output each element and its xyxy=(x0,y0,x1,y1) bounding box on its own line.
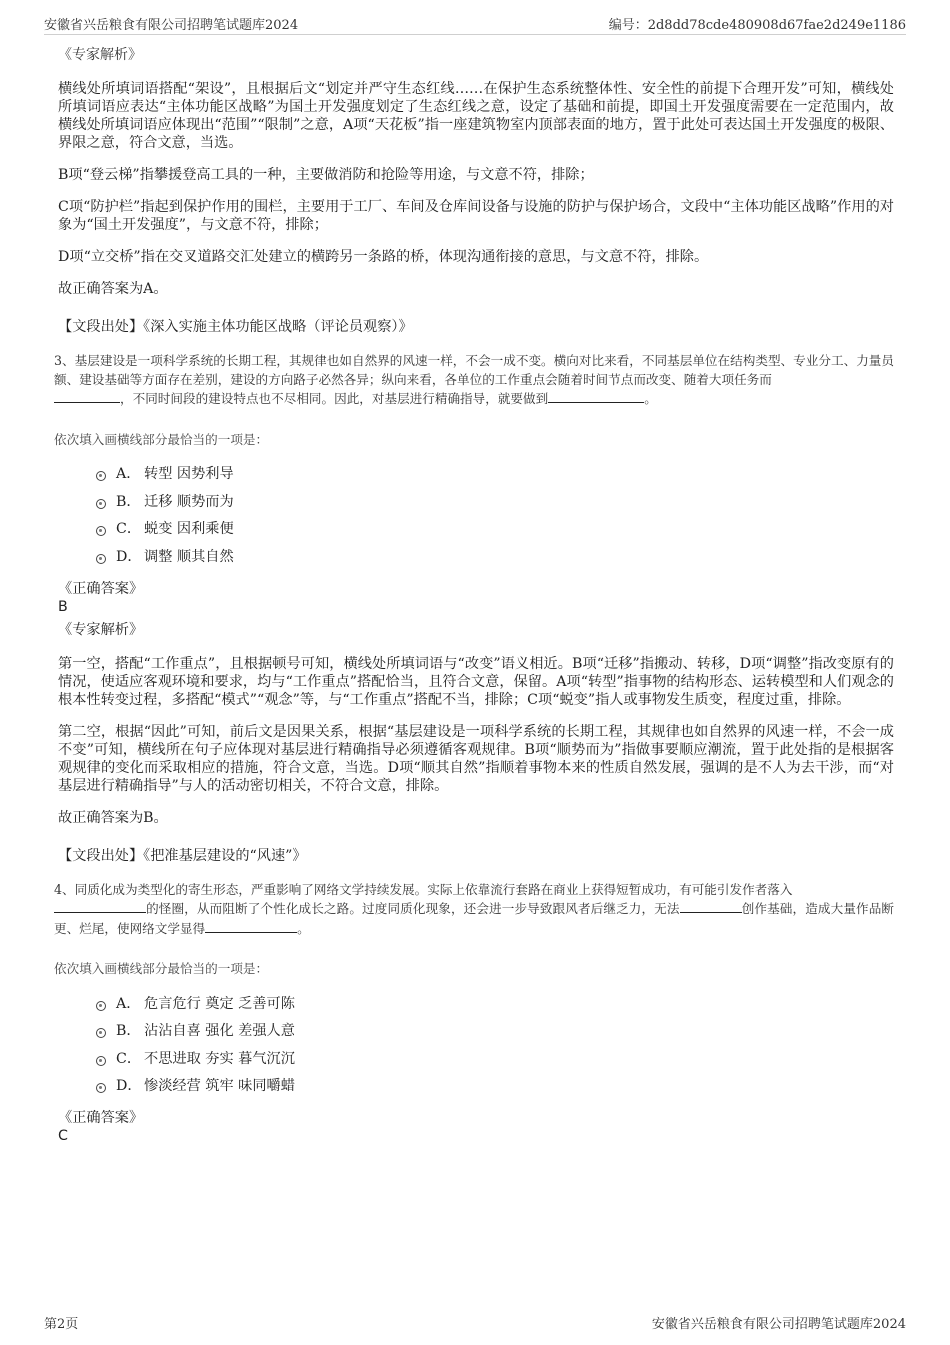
option-text: 沾沾自喜 强化 差强人意 xyxy=(144,1023,295,1040)
analysis-paragraph: C项“防护栏”指起到保护作用的围栏，主要用于工厂、车间及仓库间设备与设施的防护与保护场合，文段中“主体功能区战略”作用的对象为“国土开发强度”，与文意不符，排除； xyxy=(58,199,894,233)
option-text: 迁移 顺势而为 xyxy=(144,493,234,510)
radio-icon[interactable] xyxy=(96,471,106,481)
header-code: 编号：2d8dd78cde480908d67fae2d249e1186 xyxy=(608,18,906,33)
option-key: D． xyxy=(116,1078,142,1095)
option-text: 不思进取 夯实 暮气沉沉 xyxy=(144,1050,295,1067)
option-a[interactable] xyxy=(96,460,894,488)
answer-conclusion: 故正确答案为B。 xyxy=(58,809,168,826)
option-c[interactable] xyxy=(96,515,894,543)
analysis-paragraph: 横线处所填词语搭配“架设”，且根据后文“划定并严守生态红线……在保护生态系统整体性、安全性的前提下合理开发”可知，横线处所填词语应表达“主体功能区战略”为国土开发强度划定了生态红线之意，设定了基础和前提，即国土开发强度需要在一定范围内，故横线处所填词语应体现出“范围”“限制”之意，A项“天花板”指一座建筑物室内顶部表面的地方，置于此处可表达国土开发强度的极限、界限之意，符合文意，当选。 xyxy=(58,81,894,151)
page-number: 第2页 xyxy=(44,1317,79,1332)
page-footer xyxy=(44,1313,906,1331)
option-key: A． xyxy=(116,466,141,483)
source-citation: 【文段出处】《把准基层建设的“风速”》 xyxy=(58,847,307,864)
option-list xyxy=(96,460,894,570)
analysis-paragraph: 第二空，根据“因此”可知，前后文是因果关系，根据“基层建设是一项科学系统的长期工程，其规律也如自然界的风速一样，不会一成不变”可知，横线所在句子应体现对基层进行精确指导必须遵循客观规律。B项“顺势而为”指做事要顺应潮流，置于此处指的是根据客观规律的变化而采取相应的措施，符合文意，当选。D项“顺其自然”指顺着事物本来的性质自然发展，强调的是不人为去干涉，而“对基层进行精确指导”与人的活动密切相关，不符合文意，排除。 xyxy=(58,723,894,794)
answer-conclusion: 故正确答案为A。 xyxy=(58,281,168,297)
option-key: B． xyxy=(116,1023,141,1040)
option-text: 蜕变 因利乘便 xyxy=(144,521,234,538)
option-key: A． xyxy=(116,995,141,1012)
analysis-paragraph: D项“立交桥”指在交叉道路交汇处建立的横跨另一条路的桥，体现沟通衔接的意思，与文意不符，排除。 xyxy=(58,249,709,265)
option-c[interactable] xyxy=(96,1044,894,1072)
radio-icon[interactable] xyxy=(96,499,106,509)
radio-icon[interactable] xyxy=(96,526,106,536)
option-d[interactable] xyxy=(96,1072,894,1100)
answer-label: 《正确答案》 xyxy=(58,1110,144,1126)
fill-blank[interactable] xyxy=(54,389,120,403)
document-body xyxy=(54,44,895,1144)
option-key: C． xyxy=(116,1050,142,1067)
source-citation: 【文段出处】《深入实施主体功能区战略（评论员观察）》 xyxy=(58,319,413,335)
answer-label: 《正确答案》 xyxy=(58,580,144,597)
option-key: C． xyxy=(116,521,142,538)
option-b[interactable] xyxy=(96,487,894,515)
analysis-label: 《专家解析》 xyxy=(58,47,142,63)
option-text: 调整 顺其自然 xyxy=(144,548,234,565)
option-key: D． xyxy=(116,548,142,565)
option-list xyxy=(96,989,894,1099)
radio-icon[interactable] xyxy=(96,1028,106,1038)
option-text: 惨淡经营 筑牢 味同嚼蜡 xyxy=(144,1078,295,1095)
question-prompt: 依次填入画横线部分最恰当的一项是： xyxy=(54,961,269,976)
analysis-label: 《专家解析》 xyxy=(58,621,144,638)
option-d[interactable] xyxy=(96,542,894,570)
fill-blank[interactable] xyxy=(548,389,644,403)
fill-blank[interactable] xyxy=(54,899,146,913)
option-text: 危言危行 奠定 乏善可陈 xyxy=(144,995,295,1012)
fill-blank[interactable] xyxy=(205,919,297,933)
footer-title: 安徽省兴岳粮食有限公司招聘笔试题库2024 xyxy=(651,1317,906,1332)
option-b[interactable] xyxy=(96,1017,894,1045)
radio-icon[interactable] xyxy=(96,1056,106,1066)
analysis-paragraph: B项“登云梯”指攀援登高工具的一种，主要做消防和抢险等用途，与文意不符，排除； xyxy=(58,167,594,183)
question-4-text: 4、同质化成为类型化的寄生形态，严重影响了网络文学持续发展。实际上依靠流行套路在商业上获得短暂成功，有可能引发作者落入 的怪圈，从而阻断了个性化成长之路。过度同质化现象，还会进一步导致跟风者后继乏力，无法 创作基础，造成大量作品断更、烂尾，使网络文学显得 。 xyxy=(54,881,895,936)
fill-blank[interactable] xyxy=(680,899,742,913)
radio-icon[interactable] xyxy=(96,1001,106,1011)
analysis-paragraph: 第一空，搭配“工作重点”，且根据顿号可知，横线处所填词语与“改变”语义相近。B项“迁移”指搬动、转移，D项“调整”指改变原有的情况，使适应客观环境和要求，均与“工作重点”搭配恰当，且符合文意，保留。A项“转型”指事物的结构形态、运转模型和人们观念的根本性转变过程，多搭配“模式”“观念”等，与“工作重点”搭配不当，排除；C项“蜕变”指人或事物发生质变，程度过重，排除。 xyxy=(58,655,894,708)
option-key: B． xyxy=(116,493,141,510)
radio-icon[interactable] xyxy=(96,554,106,564)
radio-icon[interactable] xyxy=(96,1083,106,1093)
option-text: 转型 因势利导 xyxy=(144,466,234,483)
page-header xyxy=(44,14,906,35)
question-prompt: 依次填入画横线部分最恰当的一项是： xyxy=(54,431,269,447)
answer-value: B xyxy=(58,598,68,615)
answer-value: C xyxy=(58,1128,68,1144)
option-a[interactable] xyxy=(96,989,894,1017)
header-title: 安徽省兴岳粮食有限公司招聘笔试题库2024 xyxy=(44,18,299,33)
question-3-text: 3、基层建设是一项科学系统的长期工程，其规律也如自然界的风速一样，不会一成不变。横向对比来看，不同基层单位在结构类型、专业分工、力量员额、建设基础等方面存在差别，建设的方向路子必然各异；纵向来看，各单位的工作重点会随着时间节点而改变、随着大项任务而 ，不同时间段的建设特点也不尽相同。因此，对基层进行精确指导，就要做到 。 xyxy=(54,353,894,406)
